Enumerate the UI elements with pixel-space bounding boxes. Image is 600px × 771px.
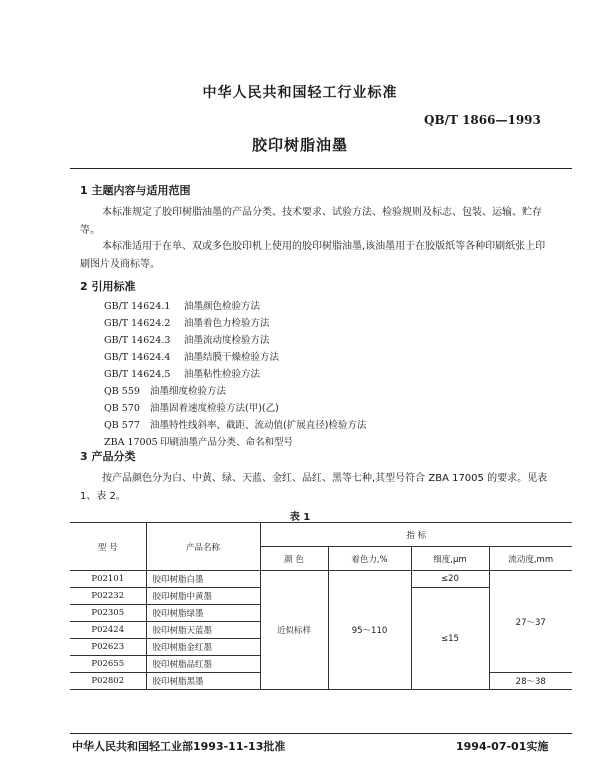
cell-fineness-white: ≤20 — [411, 571, 489, 588]
approval-statement: 中华人民共和国轻工业部1993-11-13批准 — [72, 740, 286, 753]
table-row — [70, 571, 572, 588]
reference-item: GB/T 14624.2 油墨着色力检验方法 — [104, 318, 270, 329]
header-color: 颜 色 — [260, 547, 328, 571]
cell-tinting-value: 95～110 — [328, 571, 411, 690]
cell-product-name: 胶印树脂黑墨 — [146, 673, 260, 690]
cell-fineness-rest: ≤15 — [411, 588, 489, 690]
header-tinting-strength: 着色力,% — [328, 547, 411, 571]
section-2-heading: 2 引用标准 — [80, 280, 136, 293]
standard-code: QB/T 1866—1993 — [424, 113, 541, 127]
reference-item: QB 559 油墨细度检验方法 — [104, 386, 227, 397]
cell-model: P02101 — [70, 571, 146, 588]
header-fineness: 细度,μm — [411, 547, 489, 571]
reference-item: GB/T 14624.5 油墨粘性检验方法 — [104, 369, 261, 380]
table-header-row — [70, 523, 572, 547]
section-3-heading: 3 产品分类 — [80, 450, 136, 463]
cell-model: P02655 — [70, 656, 146, 673]
header-rule — [70, 168, 572, 169]
cell-model: P02802 — [70, 673, 146, 690]
cell-product-name: 胶印树脂品红墨 — [146, 656, 260, 673]
document-title: 胶印树脂油墨 — [251, 136, 348, 154]
reference-item: QB 570 油墨固着速度检验方法(甲)(乙) — [104, 403, 279, 414]
reference-item: GB/T 14624.3 油墨流动度检验方法 — [104, 335, 270, 346]
reference-item: ZBA 17005 印刷油墨产品分类、命名和型号 — [104, 437, 294, 448]
header-indicators: 指 标 — [260, 523, 572, 547]
section-1-paragraph-2: 本标准适用于在单、双或多色胶印机上使用的胶印树脂油墨,该油墨用于在胶版纸等各种印刷纸张上印刷图片及商标等。 — [80, 241, 546, 270]
reference-item: QB 577 油墨特性线斜率、截距、流动值(扩展直径)检验方法 — [104, 420, 367, 431]
cell-product-name: 胶印树脂金红墨 — [146, 639, 260, 656]
cell-flow-main: 27～37 — [489, 571, 572, 673]
cell-product-name: 胶印树脂绿墨 — [146, 605, 260, 622]
cell-model: P02424 — [70, 622, 146, 639]
cell-product-name: 胶印树脂天蓝墨 — [146, 622, 260, 639]
section-3-paragraph-1: 按产品颜色分为白、中黄、绿、天蓝、金红、品红、黑等七种,其型号符合 ZBA 17005 的要求。见表 1、表 2。 — [80, 473, 548, 502]
reference-list — [104, 298, 366, 451]
table-1 — [70, 522, 572, 690]
effective-date: 1994-07-01实施 — [456, 740, 549, 753]
table-1-caption: 表 1 — [289, 512, 311, 523]
cell-product-name: 胶印树脂白墨 — [146, 571, 260, 588]
cell-model: P02623 — [70, 639, 146, 656]
section-1-paragraph-1: 本标准规定了胶印树脂油墨的产品分类、技术要求、试验方法、检验规则及标志、包装、运输、贮存等。 — [80, 207, 542, 236]
cell-product-name: 胶印树脂中黄墨 — [146, 588, 260, 605]
cell-model: P02305 — [70, 605, 146, 622]
reference-item: GB/T 14624.1 油墨颜色检验方法 — [104, 301, 261, 312]
header-product-name: 产品名称 — [146, 523, 260, 571]
cell-model: P02232 — [70, 588, 146, 605]
reference-item: GB/T 14624.4 油墨结膜干燥检验方法 — [104, 352, 280, 363]
header-flow: 流动度,mm — [489, 547, 572, 571]
footer-rule — [70, 733, 572, 734]
section-1-heading: 1 主题内容与适用范围 — [80, 184, 191, 197]
cell-color-value: 近似标样 — [260, 571, 328, 690]
header-model: 型 号 — [70, 523, 146, 571]
cell-flow-black: 28～38 — [489, 673, 572, 690]
standard-organization: 中华人民共和国轻工行业标准 — [202, 85, 398, 101]
